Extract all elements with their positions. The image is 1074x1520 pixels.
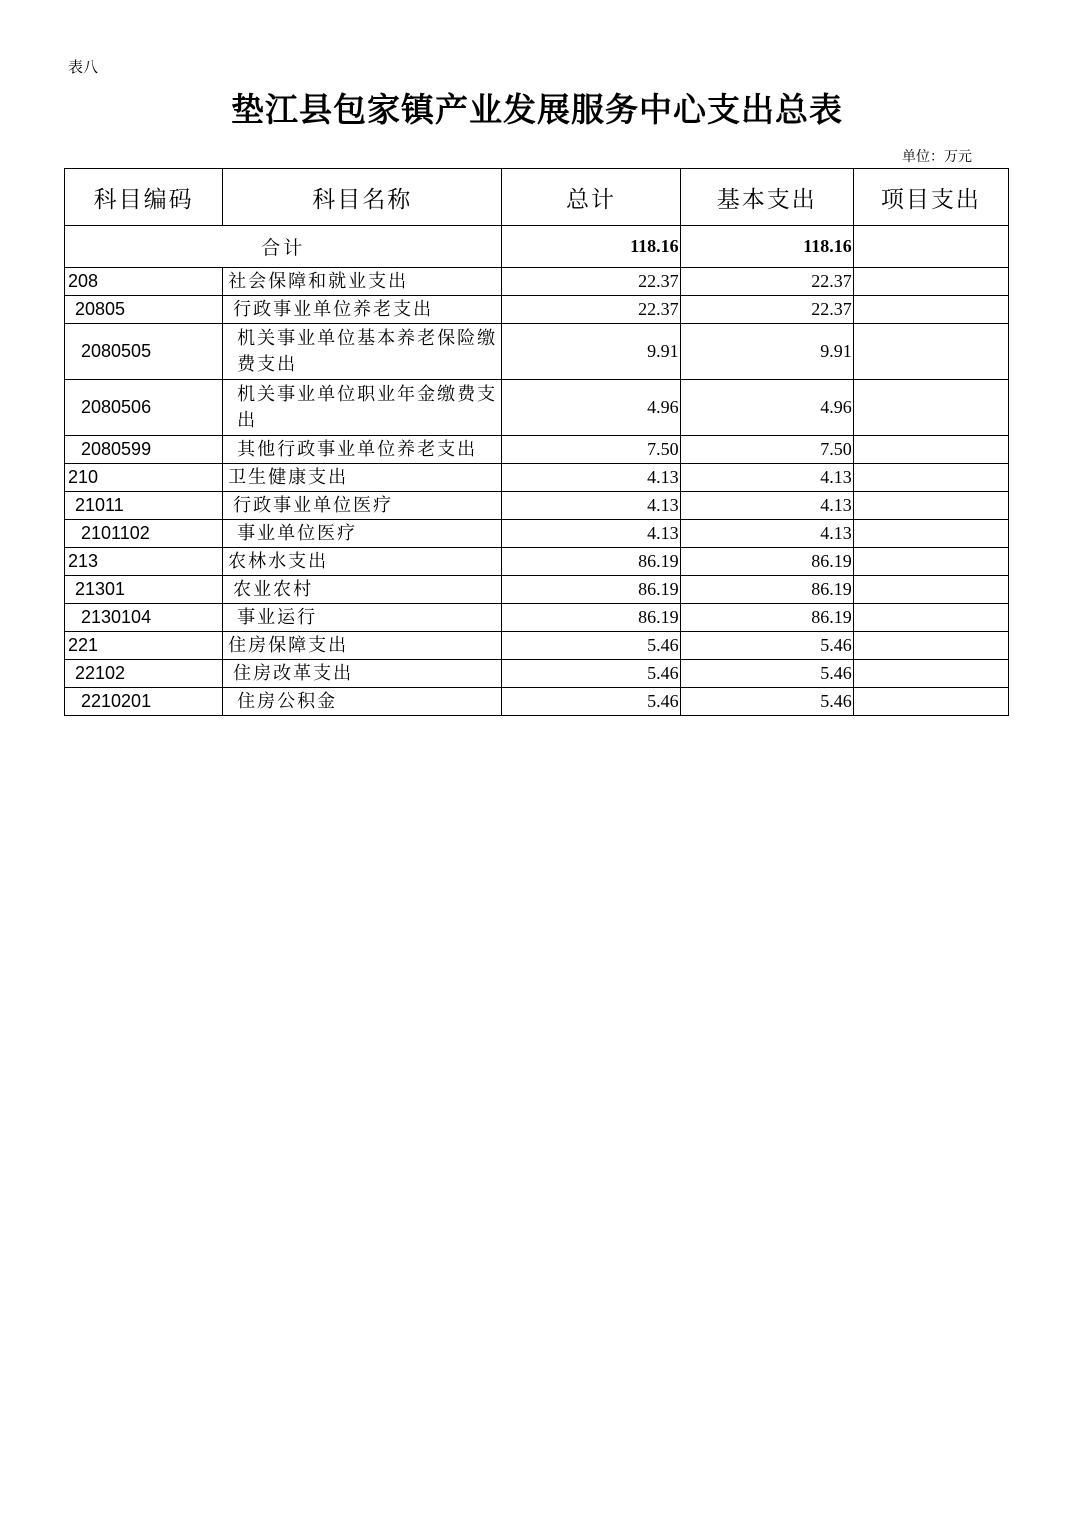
row-code: 20805 (65, 296, 223, 324)
table-row (65, 464, 1009, 492)
row-project (853, 604, 1008, 632)
column-header-code: 科目编码 (65, 169, 223, 226)
row-total: 22.37 (502, 296, 680, 324)
row-basic: 4.96 (680, 380, 853, 436)
row-project (853, 492, 1008, 520)
unit-label: 单位：万元 (902, 149, 972, 165)
row-name: 事业单位医疗 (223, 520, 502, 548)
row-total: 9.91 (502, 324, 680, 380)
total-label: 合计 (65, 226, 502, 268)
row-code: 2130104 (65, 604, 223, 632)
table-header-row (65, 169, 1009, 226)
row-basic: 86.19 (680, 576, 853, 604)
row-total: 4.13 (502, 492, 680, 520)
row-total: 86.19 (502, 604, 680, 632)
row-basic: 4.13 (680, 492, 853, 520)
table-row (65, 296, 1009, 324)
row-name: 行政事业单位养老支出 (223, 296, 502, 324)
row-code: 210 (65, 464, 223, 492)
row-name: 农林水支出 (223, 548, 502, 576)
row-total: 4.96 (502, 380, 680, 436)
page-title: 垫江县包家镇产业发展服务中心支出总表 (231, 90, 843, 129)
row-basic: 5.46 (680, 660, 853, 688)
row-total: 86.19 (502, 548, 680, 576)
row-name: 住房改革支出 (223, 660, 502, 688)
row-name: 机关事业单位职业年金缴费支出 (223, 380, 502, 436)
row-basic: 4.13 (680, 520, 853, 548)
row-code: 221 (65, 632, 223, 660)
row-code: 21301 (65, 576, 223, 604)
row-project (853, 688, 1008, 716)
row-total: 4.13 (502, 520, 680, 548)
table-row (65, 660, 1009, 688)
column-header-name: 科目名称 (223, 169, 502, 226)
table-row (65, 576, 1009, 604)
row-project (853, 660, 1008, 688)
table-row (65, 632, 1009, 660)
row-basic: 86.19 (680, 548, 853, 576)
row-name: 机关事业单位基本养老保险缴费支出 (223, 324, 502, 380)
row-project (853, 296, 1008, 324)
row-total: 5.46 (502, 688, 680, 716)
row-project (853, 324, 1008, 380)
row-name: 事业运行 (223, 604, 502, 632)
row-basic: 5.46 (680, 688, 853, 716)
column-header-total: 总计 (502, 169, 680, 226)
table-row (65, 268, 1009, 296)
table-row (65, 380, 1009, 436)
row-basic: 5.46 (680, 632, 853, 660)
total-sum: 118.16 (502, 226, 680, 268)
table-row (65, 436, 1009, 464)
row-basic: 4.13 (680, 464, 853, 492)
row-basic: 7.50 (680, 436, 853, 464)
row-basic: 22.37 (680, 268, 853, 296)
table-row (65, 604, 1009, 632)
row-name: 农业农村 (223, 576, 502, 604)
table-row (65, 548, 1009, 576)
total-basic: 118.16 (680, 226, 853, 268)
row-code: 21011 (65, 492, 223, 520)
row-code: 22102 (65, 660, 223, 688)
row-basic: 22.37 (680, 296, 853, 324)
row-code: 2080506 (65, 380, 223, 436)
row-project (853, 548, 1008, 576)
table-row (65, 520, 1009, 548)
row-project (853, 380, 1008, 436)
row-basic: 86.19 (680, 604, 853, 632)
row-project (853, 436, 1008, 464)
row-name: 住房保障支出 (223, 632, 502, 660)
row-project (853, 520, 1008, 548)
total-row (65, 226, 1009, 268)
table-row (65, 492, 1009, 520)
expense-table (64, 168, 1009, 716)
row-basic: 9.91 (680, 324, 853, 380)
row-total: 22.37 (502, 268, 680, 296)
row-project (853, 632, 1008, 660)
row-name: 卫生健康支出 (223, 464, 502, 492)
column-header-basic: 基本支出 (680, 169, 853, 226)
row-total: 5.46 (502, 660, 680, 688)
row-code: 2210201 (65, 688, 223, 716)
row-code: 2080505 (65, 324, 223, 380)
row-total: 7.50 (502, 436, 680, 464)
row-total: 5.46 (502, 632, 680, 660)
column-header-project: 项目支出 (853, 169, 1008, 226)
row-total: 86.19 (502, 576, 680, 604)
row-code: 2101102 (65, 520, 223, 548)
row-project (853, 268, 1008, 296)
row-code: 213 (65, 548, 223, 576)
row-name: 其他行政事业单位养老支出 (223, 436, 502, 464)
row-name: 社会保障和就业支出 (223, 268, 502, 296)
table-row (65, 688, 1009, 716)
row-project (853, 464, 1008, 492)
row-name: 住房公积金 (223, 688, 502, 716)
row-total: 4.13 (502, 464, 680, 492)
total-project (853, 226, 1008, 268)
table-row (65, 324, 1009, 380)
table-label: 表八 (68, 58, 99, 76)
row-code: 2080599 (65, 436, 223, 464)
row-name: 行政事业单位医疗 (223, 492, 502, 520)
row-project (853, 576, 1008, 604)
row-code: 208 (65, 268, 223, 296)
